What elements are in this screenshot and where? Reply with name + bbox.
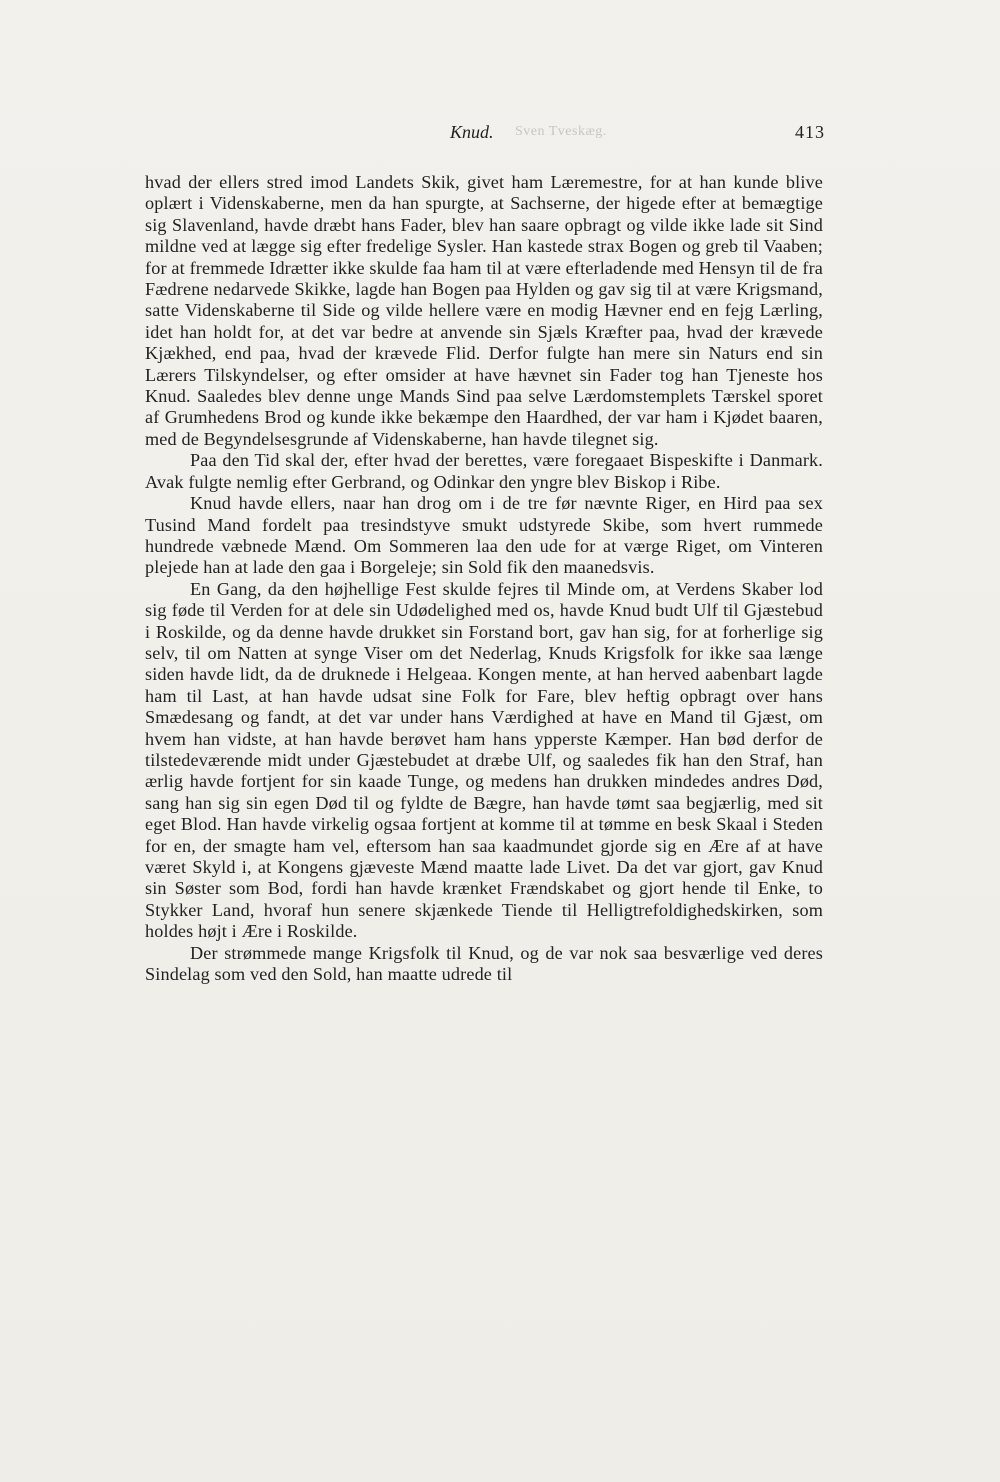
running-title: Knud. bbox=[450, 122, 494, 142]
paragraph-1: hvad der ellers stred imod Landets Skik, givet ham Læremestre, for at han kunde blive oplært i Videnskaberne, men da han spurgte, at Sachserne, der higede efter at bemægtige sig Slavenland, havde dræbt hans Fader, blev han saare opbragt og vilde ikke lade sit Sind mildne ved at lægge sig efter fredelige Sysler. Han kastede strax Bogen og greb til Vaaben; for at fremmede Idrætter ikke skulde faa ham til at være efterladende med Hensyn til de fra Fædrene nedarvede Skikke, lagde han Bogen paa Hylden og gav sig til at være Krigsmand, satte Videnskaberne til Side og vilde hellere være en modig Hævner end en fejg Lærling, idet han holdt for, at det var bedre at anvende sin Sjæls Kræfter paa, hvad der krævede Kjækhed, end paa, hvad der krævede Flid. Derfor fulgte han mere sin Naturs end sin Lærers Tilskyndelser, og efter omsider at have hævnet sin Fader tog han Tjeneste hos Knud. Saaledes blev denne unge Mands Sind paa selve Lærdomstemplets Tærskel sporet af Grumhedens Brod og kunde ikke bekæmpe den Haardhed, der var ham i Kjødet baaren, med de Begyndelsesgrunde af Videnskaberne, han havde tilegnet sig. bbox=[145, 172, 823, 449]
paragraph-2: Paa den Tid skal der, efter hvad der berettes, være foregaaet Bispeskifte i Danmark. Avak fulgte nemlig efter Gerbrand, og Odinkar den yngre blev Biskop i Ribe. bbox=[145, 450, 823, 492]
bleed-through-header: Sven Tveskæg. bbox=[515, 124, 607, 139]
paragraph-5: Der strømmede mange Krigsfolk til Knud, og de var nok saa besværlige ved deres Sindelag som ved den Sold, han maatte udrede til bbox=[145, 942, 823, 985]
body-text bbox=[145, 172, 823, 985]
paragraph-3: Knud havde ellers, naar han drog om i de tre før nævnte Riger, en Hird paa sex Tusind Mand fordelt paa tresindstyve smukt udstyrede Skibe, som hvert rummede hundrede væbnede Mænd. Om Sommeren laa den ude for at værge Riget, om Vinteren plejede han at lade den gaa i Borgeleje; sin Sold fik den maanedsvis. bbox=[145, 493, 823, 578]
paragraph-4: En Gang, da den højhellige Fest skulde fejres til Minde om, at Verdens Skaber lod sig føde til Verden for at dele sin Udødelighed med os, havde Knud budt Ulf til Gjæstebud i Roskilde, og da denne havde drukket sin Forstand bort, gav han sig, for at forherlige sig selv, til om Natten at synge Viser om det Nederlag, Knuds Krigsfolk for ikke saa længe siden havde lidt, da de druknede i Helgeaa. Kongen mente, at han herved aabenbart lagde ham til Last, at han havde udsat sine Folk for Fare, blev heftig opbragt over hans Smædesang og fandt, at det var under hans Værdighed at have en Mand til Gjæst, om hvem han vidste, at han havde berøvet ham hans ypperste Kæmper. Han bød derfor de tilstedeværende midt under Gjæstebudet at dræbe Ulf, og saaledes fik han den Straf, han ærlig havde fortjent for sin kaade Tunge, og medens han drukken mindedes andres Død, sang han sig sin egen Død til og fyldte de Bægre, han havde tømt saa begjærlig, med sit eget Blod. Han havde virkelig ogsaa fortjent at komme til at tømme en besk Skaal i Steden for en, der smagte ham vel, eftersom han saa kaadmundet gjorde sig en Ære af at have været Skyld i, at Kongens gjæveste Mænd maatte lade Livet. Da det var gjort, gav Knud sin Søster som Bod, fordi han havde krænket Frændskabet og gjort hende til Enke, to Stykker Land, hvoraf hun senere skjænkede Tiende til Helligtrefoldighedskirken, som holdes højt i Ære i Roskilde. bbox=[145, 578, 823, 942]
page-number: 413 bbox=[795, 122, 825, 142]
page-header bbox=[145, 122, 825, 152]
